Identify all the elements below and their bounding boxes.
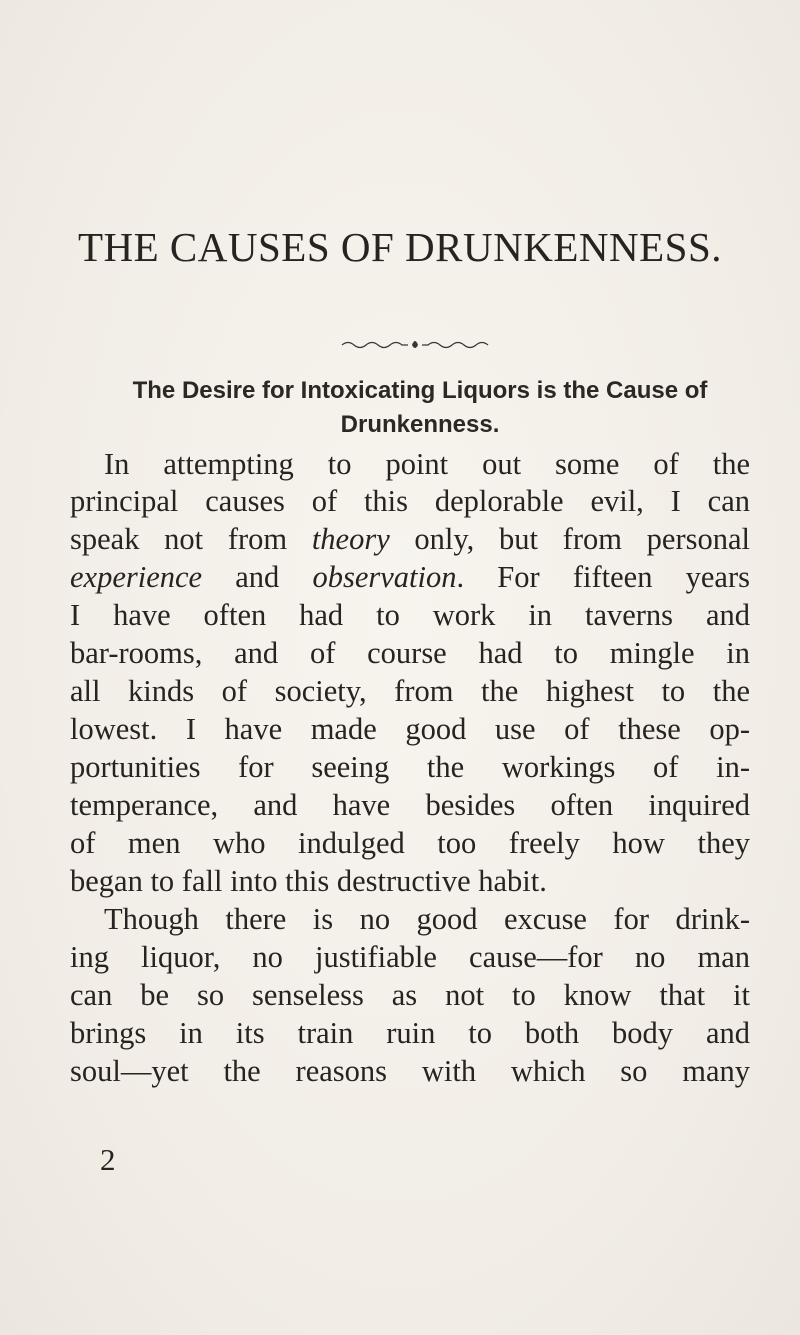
p1-line-2: principal causes of this deplorable evil, I can [70, 484, 750, 518]
chapter-title: THE CAUSES OF DRUNKENNESS. [77, 224, 722, 270]
p1-line-3 [70, 520, 750, 558]
page-number: 2 [100, 1142, 116, 1177]
title-ornament-rule [340, 336, 490, 352]
p2-line-3: can be so senseless as not to know that it [70, 978, 750, 1012]
subtitle-line-1: The Desire for Intoxicating Liquors is the Cause of [132, 377, 708, 404]
p1-line-10: temperance, and have besides often inquired [70, 788, 750, 822]
p1-line-8: lowest. I have made good use of these op- [70, 712, 750, 746]
p1-emphasis-observation: observation [312, 560, 457, 594]
p2-line-2: ing liquor, no justifiable cause—for no man [70, 940, 750, 974]
subtitle-line-2: Drunkenness. [340, 411, 500, 438]
p1-emphasis-theory: theory [311, 522, 390, 556]
p1-line-11: of men who indulged too freely how they [70, 826, 750, 860]
p2-line-5: soul—yet the reasons with which so many [70, 1054, 750, 1088]
p1-line-4-a: and [202, 560, 313, 594]
p2-line-1: Though there is no good excuse for drink- [104, 902, 750, 936]
p1-line-6: bar-rooms, and of course had to mingle in [70, 636, 750, 670]
section-subtitle [90, 374, 750, 442]
p1-line-3-b: only, but from personal [389, 522, 750, 556]
p2-line-4: brings in its train ruin to both body and [70, 1016, 750, 1050]
p1-line-1: In attempting to point out some of the [104, 447, 750, 481]
p1-line-4 [70, 558, 750, 596]
p1-line-9: portunities for seeing the workings of in- [70, 750, 750, 784]
p1-line-4-b: . For fifteen years [456, 560, 750, 594]
p1-line-5: I have often had to work in taverns and [70, 598, 750, 632]
p1-emphasis-experience: experience [70, 560, 203, 594]
p1-line-3-a: speak not from [70, 522, 312, 556]
p1-line-7: all kinds of society, from the highest to the [70, 674, 750, 708]
p1-line-12: began to fall into this destructive habit. [70, 864, 547, 898]
